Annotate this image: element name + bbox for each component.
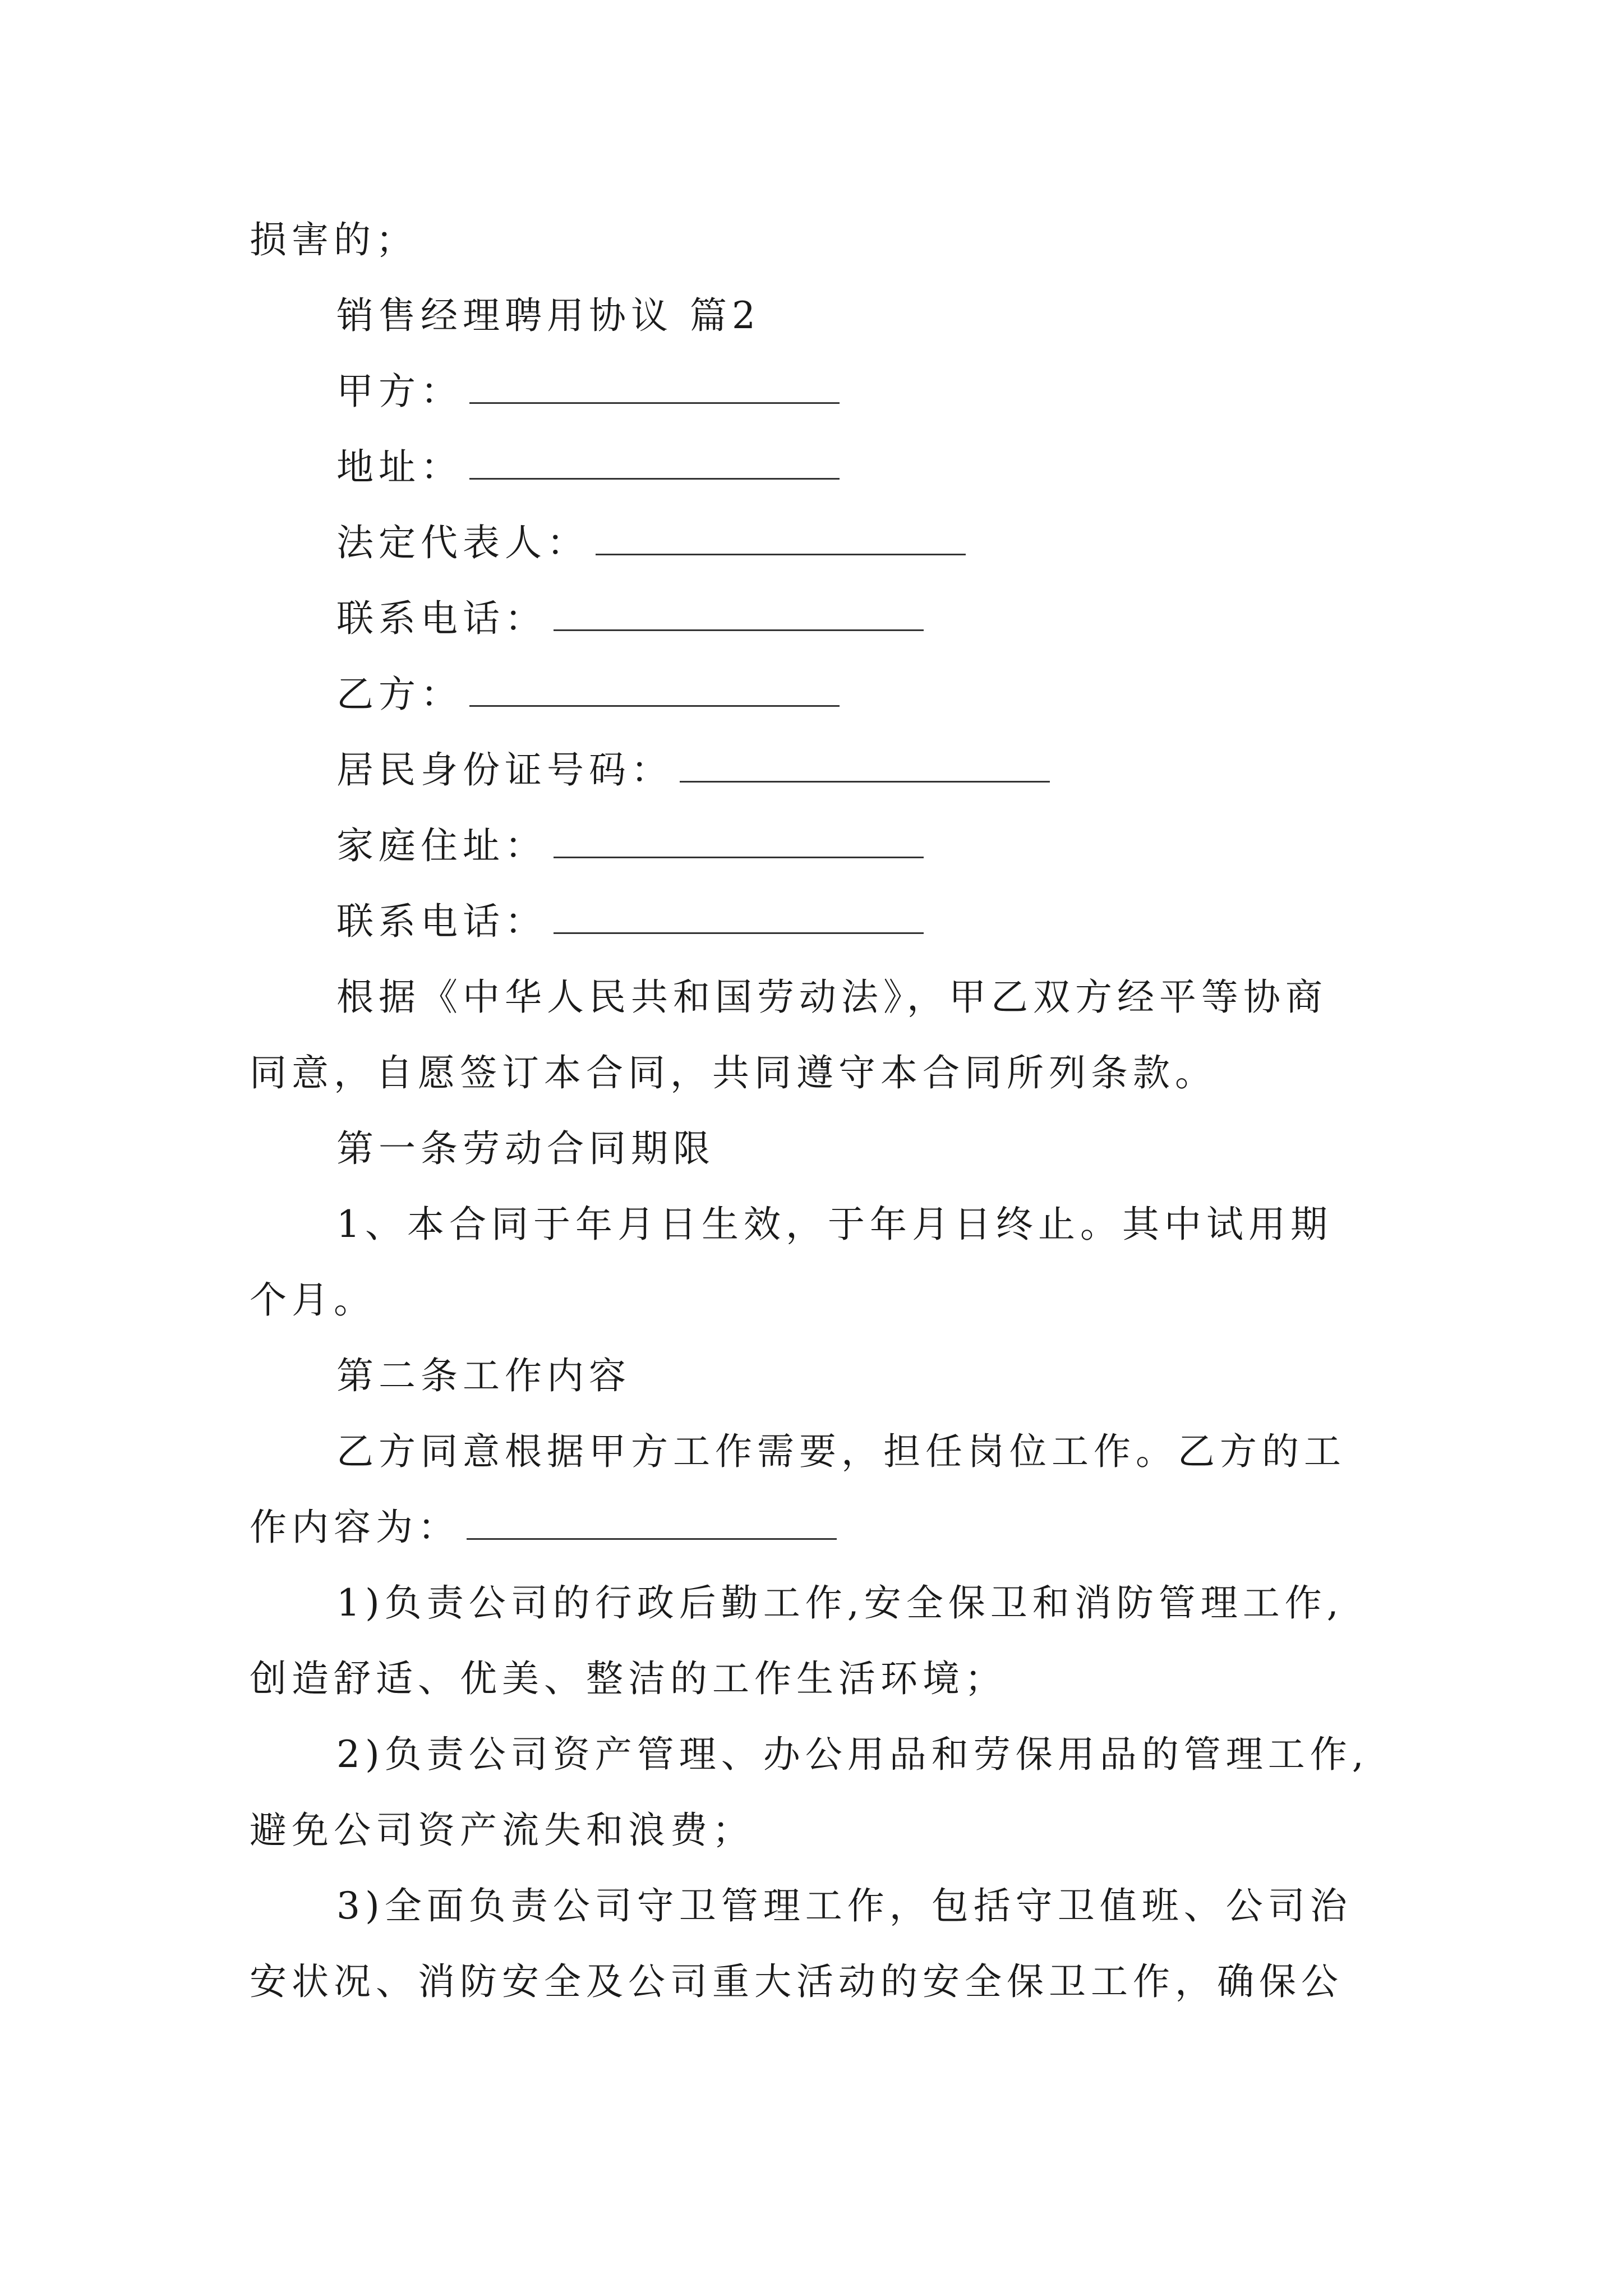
blank-line (554, 901, 924, 934)
blank-line (467, 1507, 837, 1540)
list-item: 2)负责公司资产管理、办公用品和劳保用品的管理工作, (336, 1733, 1369, 1776)
field-home-address (336, 821, 924, 871)
field-legal-representative (336, 518, 966, 568)
blank-line (554, 825, 924, 858)
field-label: 法定代表人： (336, 521, 589, 564)
article-heading: 第一条劳动合同期限 (336, 1127, 715, 1170)
text-line: 同意，自愿签订本合同，共同遵守本合同所列条款。 (250, 1051, 1217, 1094)
field-id-number (336, 745, 1050, 795)
article-heading: 第二条工作内容 (336, 1354, 631, 1397)
field-label: 联系电话： (336, 900, 547, 943)
field-party-b (336, 669, 840, 720)
blank-line (680, 749, 1050, 783)
field-label: 甲方： (336, 370, 463, 413)
field-label: 作内容为： (250, 1506, 460, 1549)
text-line: 损害的； (250, 218, 418, 261)
field-label: 联系电话： (336, 597, 547, 640)
field-label: 乙方： (336, 673, 463, 716)
field-phone-b (336, 896, 924, 947)
blank-line (469, 447, 840, 480)
text-line: 安状况、消防安全及公司重大活动的安全保卫工作，确保公 (250, 1960, 1343, 2003)
field-address (336, 442, 840, 493)
list-item: 1)负责公司的行政后勤工作,安全保卫和消防管理工作, (336, 1581, 1344, 1625)
blank-line (554, 598, 924, 631)
blank-line (596, 522, 966, 555)
blank-line (469, 371, 840, 404)
blank-line (469, 674, 840, 707)
text-line: 个月。 (250, 1278, 376, 1322)
field-label: 居民身份证号码： (336, 748, 673, 792)
text-line: 根据《中华人民共和国劳动法》，甲乙双方经平等协商 (336, 976, 1327, 1019)
text-line: 避免公司资产流失和浪费； (250, 1809, 754, 1852)
section-heading: 销售经理聘用协议 篇2 (336, 294, 760, 337)
text-line: 1、本合同于年月日生效，于年月日终止。其中试用期 (336, 1203, 1332, 1246)
field-label: 家庭住址： (336, 824, 547, 867)
text-line: 创造舒适、优美、整洁的工作生活环境； (250, 1657, 1007, 1700)
field-phone-a (336, 593, 924, 644)
field-party-a (336, 366, 840, 417)
list-item: 3)全面负责公司守卫管理工作，包括守卫值班、公司治 (336, 1884, 1352, 1927)
text-line: 乙方同意根据甲方工作需要，担任岗位工作。乙方的工 (336, 1430, 1346, 1473)
field-job-content (250, 1502, 837, 1553)
field-label: 地址： (336, 445, 463, 489)
